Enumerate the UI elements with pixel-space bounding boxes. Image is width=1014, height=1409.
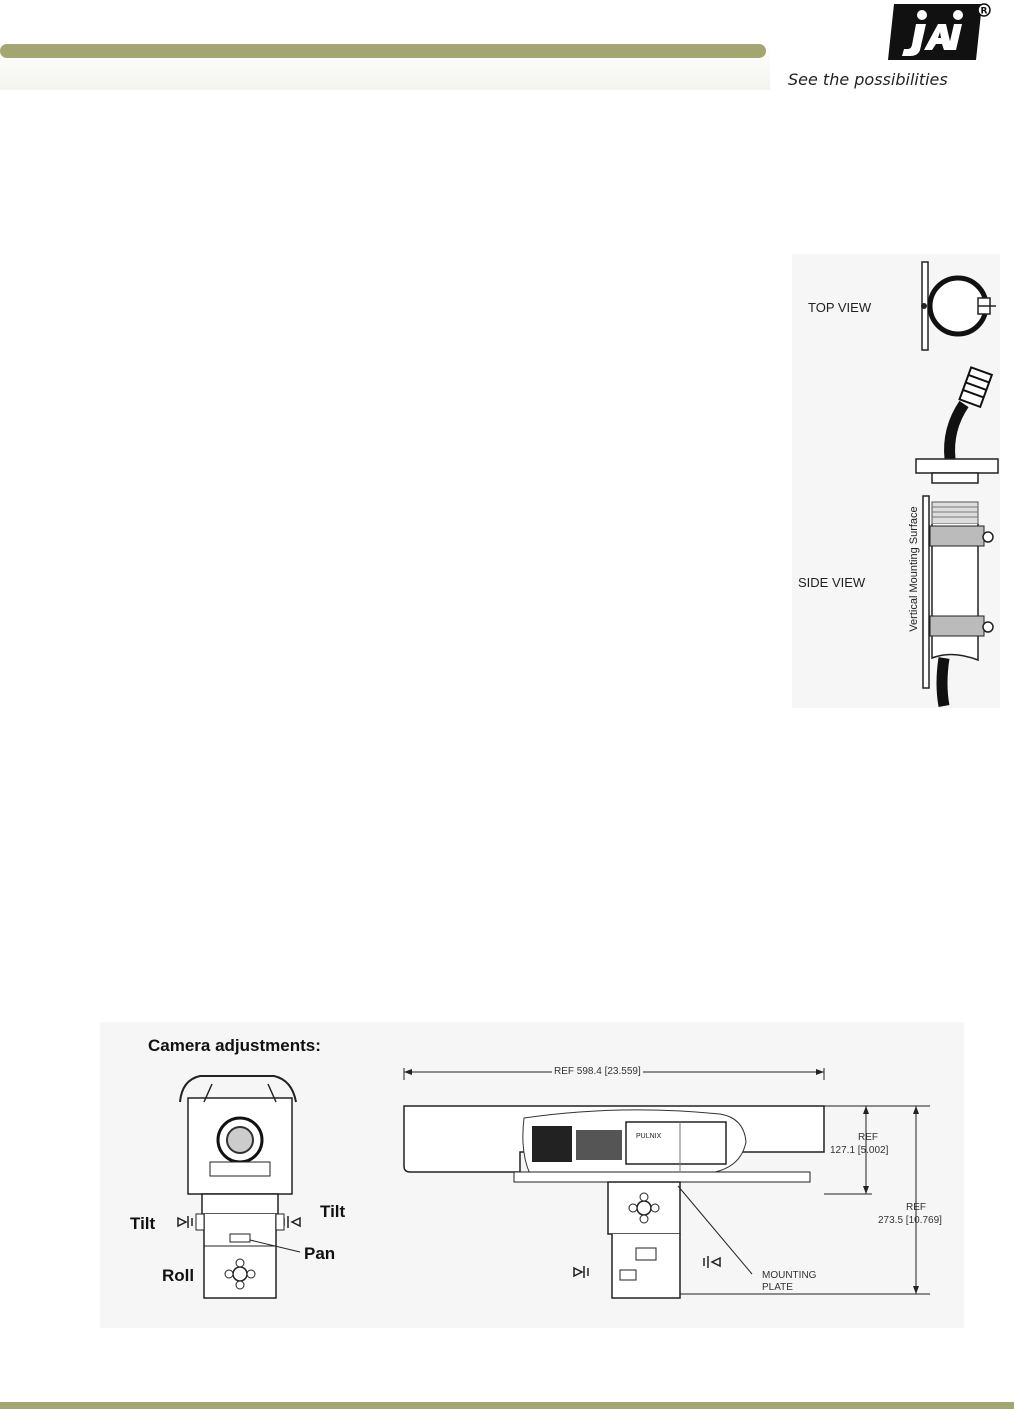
svg-text:R: R <box>980 6 988 17</box>
footer-bar <box>0 1402 1014 1409</box>
total-height-ref: REF <box>906 1202 926 1213</box>
tagline: See the possibilities <box>788 70 948 89</box>
roll-label: Roll <box>162 1266 195 1285</box>
tilt-left-label: Tilt <box>130 1214 156 1233</box>
mounting-drawing <box>792 254 1000 708</box>
total-height-value: 273.5 [10.769] <box>878 1215 942 1226</box>
header-bar <box>0 44 766 58</box>
upper-height-value: 127.1 [5.002] <box>830 1145 889 1156</box>
upper-height-ref: REF <box>858 1132 878 1143</box>
adjustments-drawing <box>100 1022 964 1328</box>
plate-label: PLATE <box>762 1282 793 1293</box>
pan-label: Pan <box>304 1244 336 1263</box>
surface-label: Vertical Mounting Surface <box>908 506 920 632</box>
top-view-label: TOP VIEW <box>808 300 872 315</box>
length-dimension: REF 598.4 [23.559] <box>554 1066 641 1077</box>
tilt-right-label: Tilt <box>320 1202 346 1221</box>
adjustments-title: Camera adjustments: <box>148 1036 321 1055</box>
jai-logo <box>886 0 992 66</box>
svg-text:PULNIX: PULNIX <box>636 1133 662 1140</box>
side-view-label: SIDE VIEW <box>798 575 866 590</box>
mounting-figure <box>792 254 1000 708</box>
mounting-label: MOUNTING <box>762 1270 817 1281</box>
adjustments-figure <box>100 1022 964 1328</box>
